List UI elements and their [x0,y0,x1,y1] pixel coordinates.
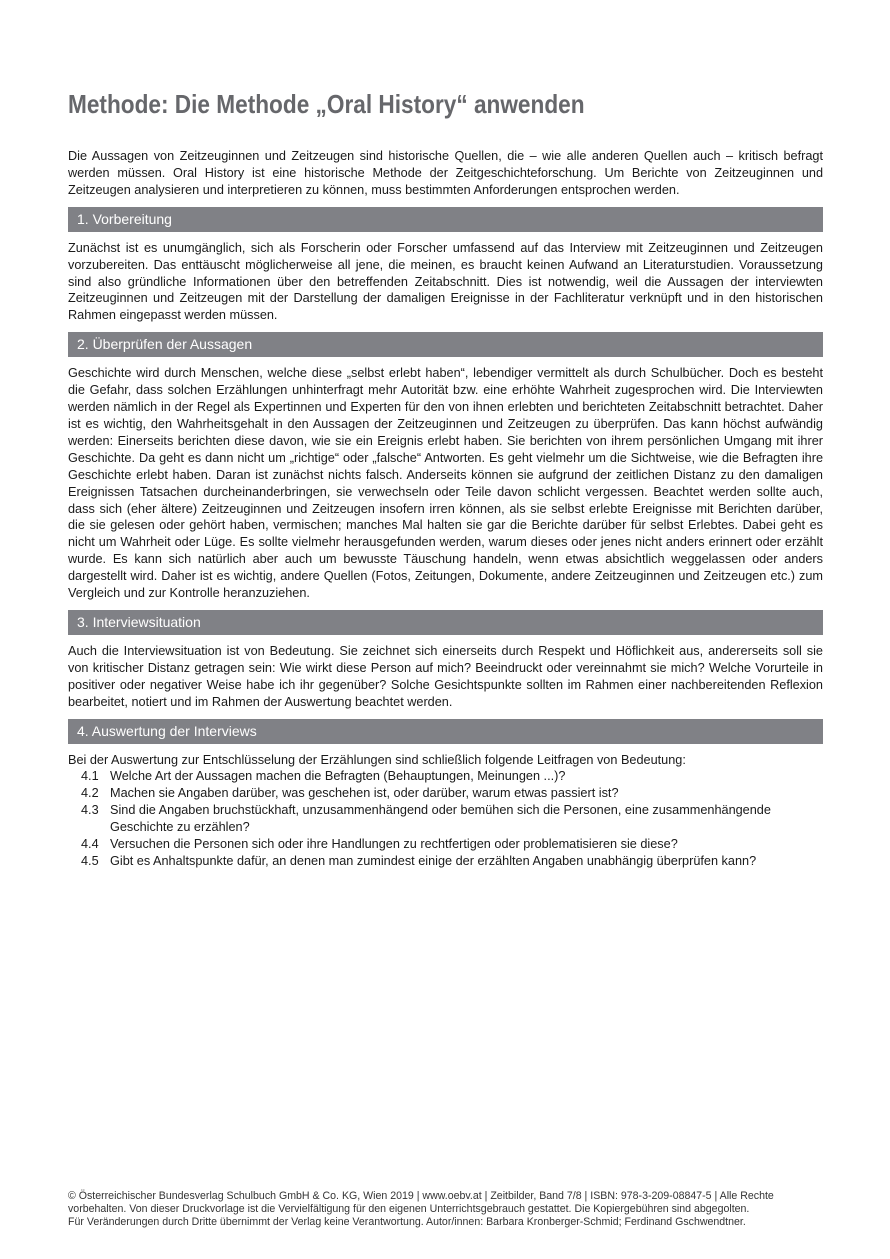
list-item [68,853,823,870]
question-text: Gibt es Anhaltspunkte dafür, an denen man zumindest einige der erzählten Angaben unabhängig überprüfen kann? [110,854,757,868]
page-title: Methode: Die Methode „Oral History“ anwenden [68,89,585,119]
section-heading-vorbereitung: 1. Vorbereitung [68,207,823,232]
question-text: Versuchen die Personen sich oder ihre Handlungen zu rechtfertigen oder problematisieren sie diese? [110,837,678,852]
question-text: Sind die Angaben bruchstückhaft, unzusammenhängend oder bemühen sich die Personen, eine zusammenhängende Geschichte zu erzählen? [110,803,771,835]
list-item [68,802,823,836]
question-number: 4.3 [81,803,99,818]
document-content [68,148,823,870]
footer-line: Für Veränderungen durch Dritte übernimmt der Verlag keine Verantwortung. Autor/innen: Barbara Kronberger-Schmid; Ferdinand Gschwendtner. [68,1216,746,1229]
section-body-vorbereitung: Zunächst ist es unumgänglich, sich als Forscherin oder Forscher umfassend auf das Interview mit Zeitzeuginnen und Zeitzeugen vorzubereiten. Das enttäuscht möglicherweise all jene, die meinen, es braucht keinen Aufwand an Literaturstudien. Voraussetzung sind also gründliche Informationen über den betreffenden Zeitabschnitt. Dies ist notwendig, weil die Aussagen der interviewten Zeitzeuginnen und Zeitzeugen mit der Darstellung der damaligen Ereignisse in der Fachliteratur verknüpft und in den historischen Rahmen eingepasst werden müssen. [68,240,823,323]
footer-line: vorbehalten. Von dieser Druckvorlage ist die Vervielfältigung für den eigenen Unterrichtsgebrauch gestattet. Die Kopiergebühren sind abgegolten. [68,1203,750,1216]
intro-paragraph: Die Aussagen von Zeitzeuginnen und Zeitzeugen sind historische Quellen, die – wie alle anderen Quellen auch – kritisch befragt werden müssen. Oral History ist eine historische Methode der Zeitgeschichteforschung. Um Berichte von Zeitzeuginnen und Zeitzeugen analysieren und interpretieren zu können, muss bestimmten Anforderungen entsprochen werden. [68,149,823,197]
section-heading-ueberpruefen: 2. Überprüfen der Aussagen [68,332,823,357]
question-text: Machen sie Angaben darüber, was geschehen ist, oder darüber, warum etwas passiert ist? [110,786,619,801]
list-item [68,836,823,853]
question-list [68,768,823,869]
list-item [68,785,823,802]
section-body-auswertung: Bei der Auswertung zur Entschlüsselung der Erzählungen sind schließlich folgende Leitfragen von Bedeutung: [68,752,686,767]
question-text: Welche Art der Aussagen machen die Befragten (Behauptungen, Meinungen ...)? [110,769,566,784]
question-number: 4.2 [81,786,99,801]
footer-line: © Österreichischer Bundesverlag Schulbuch GmbH & Co. KG, Wien 2019 | www.oebv.at | Zeitbilder, Band 7/8 | ISBN: 978-3-209-08847-5 | Alle Rechte [68,1190,774,1202]
copyright-footer [68,1190,828,1230]
list-item [68,768,823,785]
section-heading-auswertung: 4. Auswertung der Interviews [68,719,823,744]
question-number: 4.1 [81,769,99,784]
section-body-ueberpruefen: Geschichte wird durch Menschen, welche diese „selbst erlebt haben“, lebendiger vermittelt als durch Schulbücher. Doch es besteht die Gefahr, dass solchen Erzählungen unhinterfragt mehr Autorität bzw. eine erhöhte Wahrheit zugesprochen wird. Die Interviewten werden nämlich in der Regel als Expertinnen und Experten für den von ihnen erlebten und berichteten Zeitabschnitt betrachtet. Daher ist es wichtig, den Wahrheitsgehalt in den Aussagen der Zeitzeuginnen und Zeitzeugen zu überprüfen. Das kann höchst aufwändig werden: Einerseits berichten diese davon, wie sie ein Ereignis erlebt haben. Sie berichten von ihrem persönlichen Umgang mit ihrer Geschichte. Da geht es dann nicht um „richtige“ oder „falsche“ Antworten. Es geht vielmehr um die Sichtweise, wie die Befragten ihre Geschichte erlebt haben. Daran ist zunächst nichts falsch. Anderseits können sie aufgrund der zeitlichen Distanz zu den damaligen Ereignissen Tatsachen durcheinanderbringen, sie verwechseln oder Teile davon schlicht vergessen. Beachtet werden sollte auch, dass sich (eher ältere) Zeitzeuginnen und Zeitzeugen insofern irren können, als sie selbst erlebte Ereignisse mit Berichten darüber, die sie gelesen oder gehört haben, vermischen; manches Mal halten sie gar die Berichte darüber für selbst Erlebtes. Dabei geht es nicht um Wahrheit oder Lüge. Es sollte vielmehr herausgefunden werden, warum dieses oder jenes nicht anders erinnert oder erzählt wurde. Es kann sich natürlich aber auch um bewusste Täuschung handeln, wenn etwas absichtlich weggelassen oder anders dargestellt wird. Daher ist es wichtig, andere Quellen (Fotos, Zeitungen, Dokumente, andere Zeitzeuginnen und Zeitzeugen etc.) zum Vergleich und zur Kontrolle heranzuziehen. [68,366,823,601]
question-number: 4.5 [81,854,99,868]
section-body-interviewsituation: Auch die Interviewsituation ist von Bedeutung. Sie zeichnet sich einerseits durch Respekt und Höflichkeit aus, andererseits soll sie von kritischer Distanz getragen sein: Wie wirkt diese Person auf mich? Beeindruckt oder vereinnahmt sie mich? Welche Vorurteile in positiver oder negativer Weise habe ich ihr gegenüber? Solche Gesichtspunkte sollten im Rahmen einer nachbereitenden Reflexion bearbeitet, notiert und im Rahmen der Auswertung beachtet werden. [68,643,823,709]
section-heading-interviewsituation: 3. Interviewsituation [68,610,823,635]
question-number: 4.4 [81,837,99,852]
